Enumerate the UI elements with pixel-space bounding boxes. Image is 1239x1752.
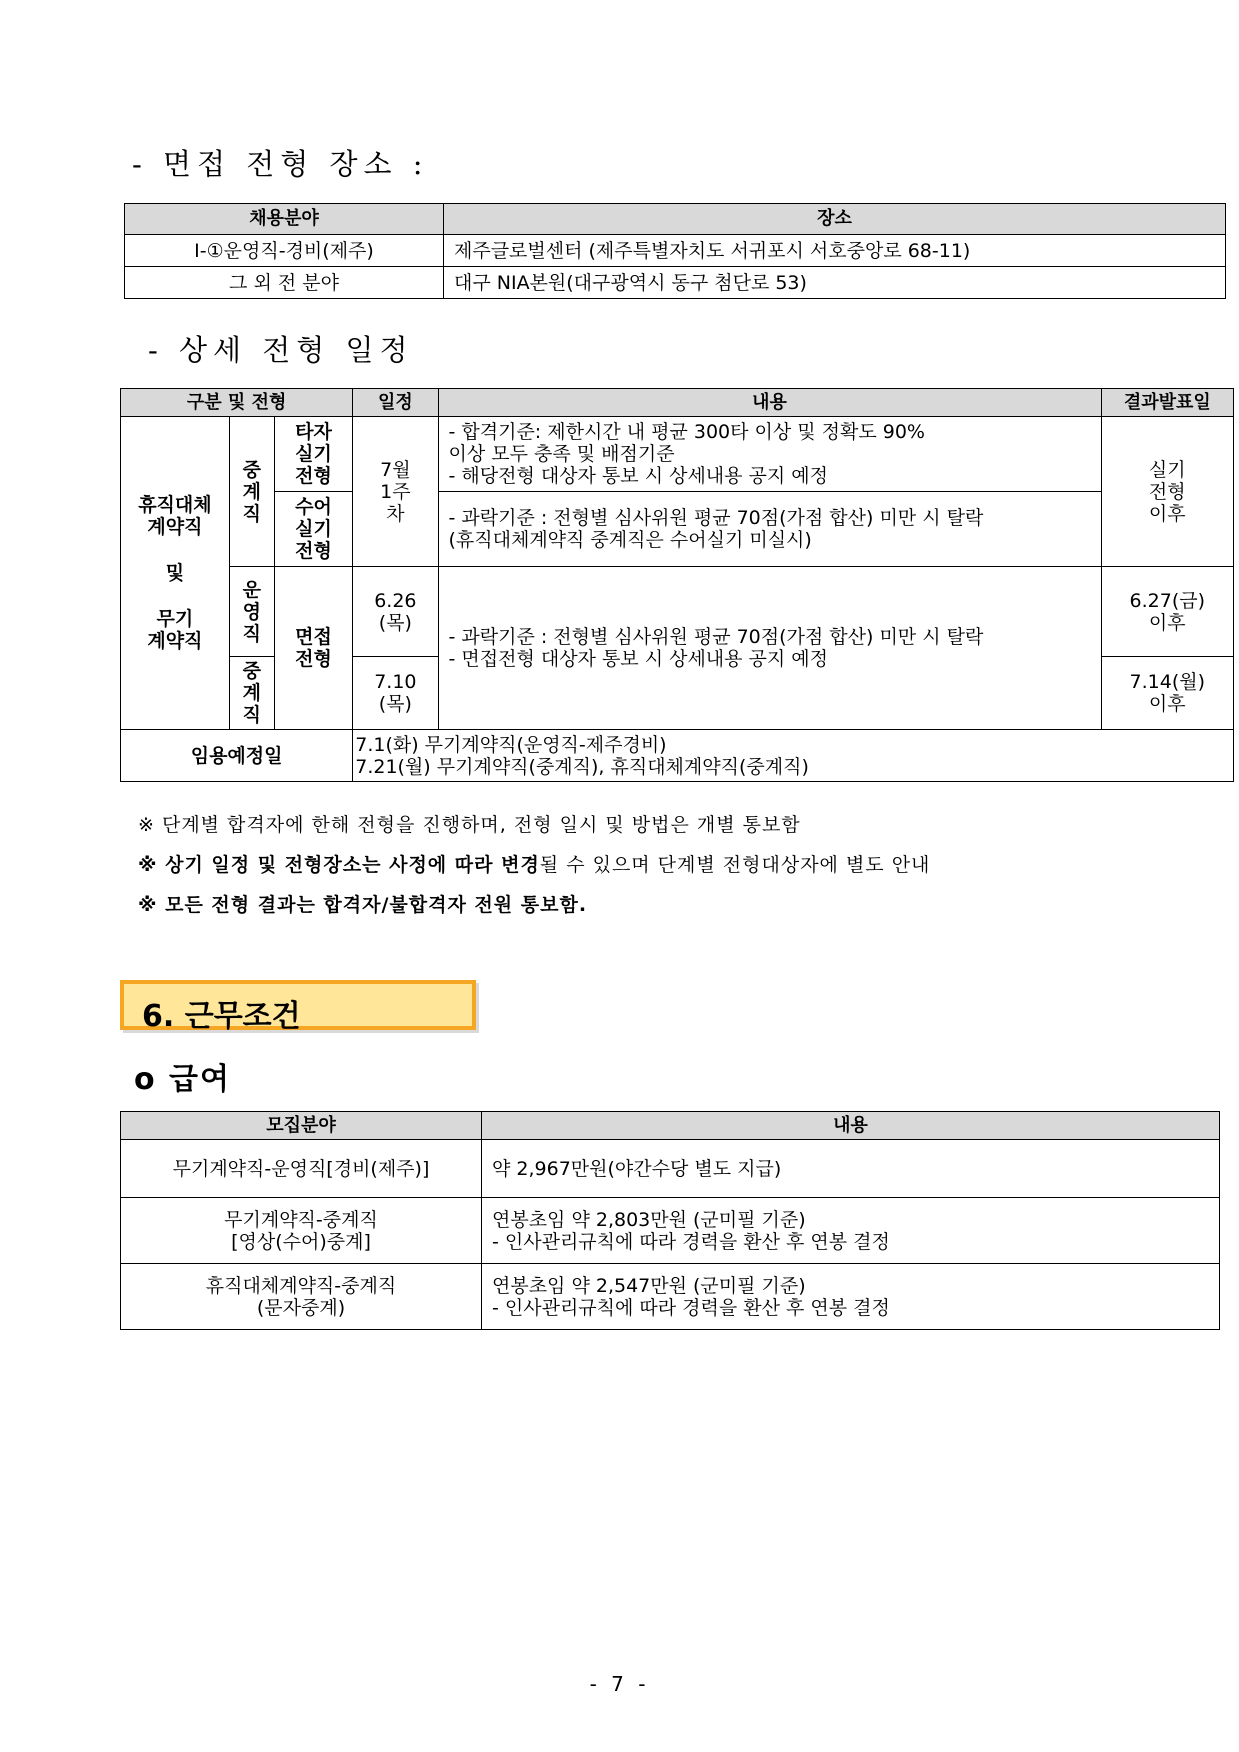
typing-test-label: 타자 실기 전형 — [295, 421, 332, 487]
salary-content-cell — [482, 1198, 1220, 1264]
group-label-and: 및 — [165, 562, 185, 584]
relay-date-cell — [353, 657, 438, 730]
salary-field: 무기계약직-운영직[경비(제주)] — [172, 1157, 430, 1180]
typing-content-cell — [438, 417, 1101, 492]
typing-content-line: 이상 모두 충족 및 배점기준 — [448, 443, 675, 465]
page-number: - 7 - — [589, 1672, 650, 1696]
header-salary-content: 내용 — [482, 1112, 1220, 1140]
appointment-line: 7.21(월) 무기계약직(중계직), 휴직대체계약직(중계직) — [355, 755, 809, 778]
salary-content-cell — [482, 1264, 1220, 1330]
place-field-cell: Ⅰ-①운영직-경비(제주) — [125, 235, 444, 267]
group-label-1: 휴직대체 계약직 — [138, 494, 212, 538]
sign-test-label: 수어 실기 전형 — [295, 496, 332, 562]
relay-label-2-cell — [229, 657, 274, 730]
appointment-line: 7.1(화) 무기계약직(운영직-제주경비) — [355, 733, 667, 756]
interview-content-line: - 면접전형 대상자 통보 시 상세내용 공지 예정 — [448, 648, 829, 670]
appointment-label-cell: 임용예정일 — [121, 730, 353, 782]
table-row — [125, 235, 1226, 267]
sign-content-line: - 과락기준 : 전형별 심사위원 평균 70점(가점 합산) 미만 시 탈락 — [448, 507, 984, 529]
interview-place-table — [124, 203, 1226, 299]
ops-label-cell — [229, 567, 274, 657]
header-category: 구분 및 전형 — [121, 389, 353, 417]
salary-line: 연봉초임 약 2,547만원 (군미필 기준) — [492, 1274, 806, 1297]
typing-content-line: - 해당전형 대상자 통보 시 상세내용 공지 예정 — [448, 465, 829, 487]
table-row — [125, 267, 1226, 299]
ops-date-cell — [353, 567, 438, 657]
salary-field-cell — [121, 1198, 482, 1264]
header-place: 장소 — [444, 204, 1226, 235]
ops-result: 6.27(금) 이후 — [1129, 589, 1206, 634]
interview-place-heading: - 면접 전형 장소 : — [132, 147, 429, 181]
salary-field-sub: (문자중계) — [256, 1296, 346, 1319]
table-row — [121, 1264, 1220, 1330]
place-location-cell: 대구 NIA본원(대구광역시 동구 첨단로 53) — [444, 267, 1226, 299]
interview-cell — [274, 567, 353, 730]
note-2 — [138, 850, 930, 877]
sign-test-cell — [274, 492, 353, 567]
practical-result-cell — [1101, 417, 1233, 567]
note-3: ※ 모든 전형 결과는 합격자/불합격자 전원 통보함. — [138, 894, 588, 916]
salary-line: - 인사관리규칙에 따라 경력을 환산 후 연봉 결정 — [492, 1296, 890, 1319]
relay-label-2: 중계직 — [242, 660, 261, 726]
schedule-table — [120, 388, 1234, 782]
sign-content-cell — [438, 492, 1101, 567]
group-label-2: 무기 계약직 — [147, 608, 203, 652]
table-row — [121, 1140, 1220, 1198]
salary-field-cell — [121, 1140, 482, 1198]
place-field-cell: 그 외 전 분야 — [125, 267, 444, 299]
typing-content-line: - 합격기준: 제한시간 내 평균 300타 이상 및 정확도 90% — [448, 421, 925, 443]
relay-result-cell — [1101, 657, 1233, 730]
salary-heading: o 급여 — [134, 1062, 232, 1097]
salary-table — [120, 1111, 1220, 1330]
note-2-bold: ※ 상기 일정 및 전형장소는 사정에 따라 변경 — [138, 854, 540, 876]
salary-line: 연봉초임 약 2,803만원 (군미필 기준) — [492, 1208, 806, 1231]
relay-result: 7.14(월) 이후 — [1129, 671, 1206, 715]
interview-content-cell — [438, 567, 1101, 730]
salary-field-cell — [121, 1264, 482, 1330]
salary-field-sub: [영상(수어)중계] — [231, 1230, 371, 1253]
salary-line: - 인사관리규칙에 따라 경력을 환산 후 연봉 결정 — [492, 1230, 890, 1253]
practical-result: 실기 전형 이후 — [1148, 458, 1186, 525]
place-location-cell: 제주글로벌센터 (제주특별자치도 서귀포시 서호중앙로 68-11) — [444, 235, 1226, 267]
note-1: ※ 단계별 합격자에 한해 전형을 진행하며, 전형 일시 및 방법은 개별 통보함 — [138, 814, 801, 836]
typing-test-cell — [274, 417, 353, 492]
interview-label: 면접 전형 — [295, 626, 332, 670]
salary-content-cell — [482, 1140, 1220, 1198]
header-field: 채용분야 — [125, 204, 444, 235]
group-label-cell — [121, 417, 230, 730]
ops-result-cell — [1101, 567, 1233, 657]
table-row — [121, 1198, 1220, 1264]
interview-content-line: - 과락기준 : 전형별 심사위원 평균 70점(가점 합산) 미만 시 탈락 — [448, 626, 984, 648]
header-recruit-field: 모집분야 — [121, 1112, 482, 1140]
relay-label: 중계직 — [242, 458, 261, 525]
sign-content-line: (휴직대체계약직 중계직은 수어실기 미실시) — [448, 529, 812, 551]
note-2-rest: 될 수 있으며 단계별 전형대상자에 별도 안내 — [539, 854, 931, 876]
relay-interview-date: 7.10 (목) — [374, 671, 417, 715]
practical-date-cell — [353, 417, 438, 567]
salary-field: 무기계약직-중계직 — [224, 1208, 378, 1231]
relay-label-cell — [229, 417, 274, 567]
header-date: 일정 — [353, 389, 438, 417]
header-result: 결과발표일 — [1101, 389, 1233, 417]
schedule-heading: - 상세 전형 일정 — [148, 333, 414, 367]
ops-interview-date: 6.26 (목) — [374, 589, 417, 634]
section-title: 6. 근무조건 — [142, 999, 301, 1034]
salary-field: 휴직대체계약직-중계직 — [205, 1274, 397, 1297]
salary-line: 약 2,967만원(야간수당 별도 지급) — [492, 1157, 782, 1180]
practical-date: 7월 1주차 — [380, 458, 411, 525]
section-title-box — [120, 980, 476, 1034]
header-content: 내용 — [438, 389, 1101, 417]
appointment-content-cell — [353, 730, 1234, 782]
ops-label: 운영직 — [242, 578, 261, 645]
